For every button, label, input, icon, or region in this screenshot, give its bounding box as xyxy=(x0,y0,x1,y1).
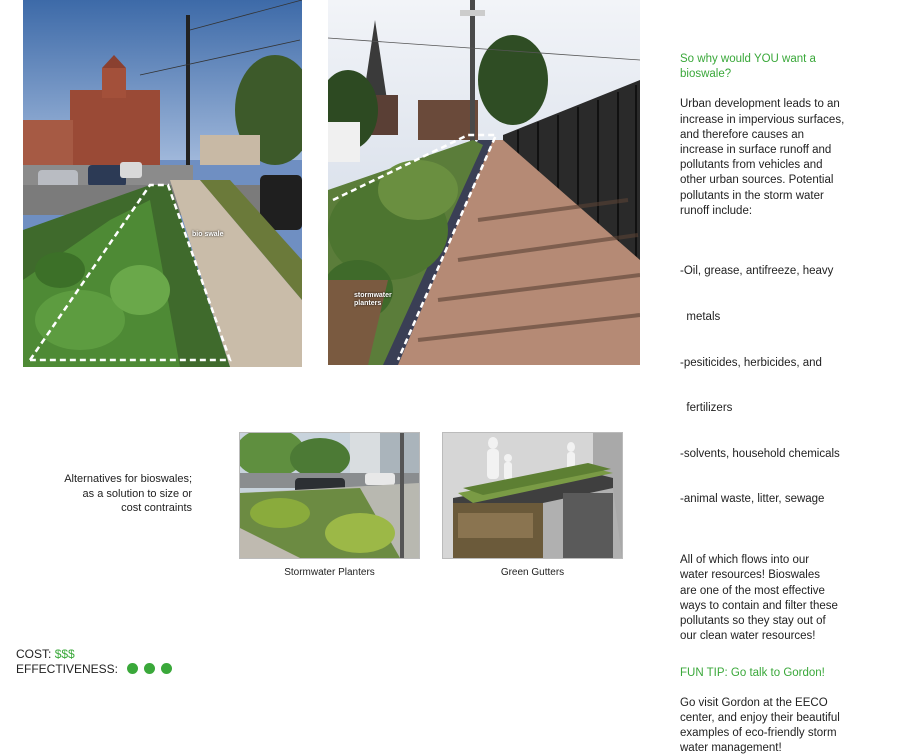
intro-line: runoff include: xyxy=(680,204,753,217)
intro-line: increase in impervious surfaces, xyxy=(680,113,845,126)
pollutant-item: fertilizers xyxy=(680,402,733,415)
cost-label: COST: xyxy=(16,647,52,661)
sidebar-text xyxy=(680,52,880,756)
fun-tip-text xyxy=(680,696,880,756)
intro-line: pollutants from vehicles and xyxy=(680,159,823,172)
gutters-thumbnail xyxy=(442,432,623,559)
fun-tip-heading: FUN TIP: Go talk to Gordon! xyxy=(680,667,825,680)
conclusion-line: ways to contain and filter these xyxy=(680,599,838,612)
planters-thumbnail xyxy=(239,432,420,559)
planter-overlay-line2: planters xyxy=(354,300,382,307)
planters-caption: Stormwater Planters xyxy=(284,567,375,578)
sidebar-heading xyxy=(680,52,880,82)
effectiveness-dot xyxy=(127,663,138,674)
pollutant-item: -pesiticides, herbicides, and xyxy=(680,356,822,369)
alternatives-line2: as a solution to size or xyxy=(82,487,192,500)
alternatives-line3: cost contraints xyxy=(121,502,192,514)
sidebar-intro xyxy=(680,97,880,219)
fun-tip-line: examples of eco-friendly storm xyxy=(680,726,837,739)
intro-line: and therefore causes an xyxy=(680,128,805,141)
stormwater-planter-photo xyxy=(328,0,640,365)
intro-line: pollutants in the storm water xyxy=(680,189,824,202)
pollutant-item: -animal waste, litter, sewage xyxy=(680,493,825,506)
alternatives-line1: Alternatives for bioswales; xyxy=(64,473,192,485)
fun-tip-line: Go visit Gordon at the EECO xyxy=(680,696,828,709)
effectiveness-dot xyxy=(144,663,155,674)
effectiveness-dot xyxy=(161,663,172,674)
fun-tip-line: water management! xyxy=(680,742,782,755)
conclusion-line: All of which flows into our xyxy=(680,554,810,567)
pollutant-item: -solvents, household chemicals xyxy=(680,447,840,460)
bioswale-overlay-label: bio swale xyxy=(192,231,224,238)
effectiveness-label: EFFECTIVENESS: xyxy=(16,662,119,676)
cost-value: $$$ xyxy=(54,647,75,661)
alternatives-text xyxy=(20,472,192,516)
effectiveness-rating xyxy=(16,662,172,677)
gutters-caption: Green Gutters xyxy=(500,567,565,578)
planter-overlay-line1: stormwater xyxy=(354,292,392,299)
fun-tip-line: center, and enjoy their beautiful xyxy=(680,711,840,724)
sidebar-conclusion xyxy=(680,553,880,644)
conclusion-line: our clean water resources! xyxy=(680,630,816,643)
bioswale-photo xyxy=(0,0,302,367)
intro-line: other urban sources. Potential xyxy=(680,174,834,187)
pollutant-item: -Oil, grease, antifreeze, heavy xyxy=(680,265,834,278)
conclusion-line: water resources! Bioswales xyxy=(680,569,820,582)
cost-rating xyxy=(16,647,75,662)
pollutant-list xyxy=(680,234,880,538)
intro-line: Urban development leads to an xyxy=(680,98,840,111)
conclusion-line: are one of the most effective xyxy=(680,584,825,597)
pollutant-item: metals xyxy=(680,311,721,324)
planter-overlay-label xyxy=(354,292,392,308)
effectiveness-dots xyxy=(121,662,172,676)
conclusion-line: pollutants so they stay out of xyxy=(680,614,826,627)
sidebar-heading-line1: So why would YOU want a xyxy=(680,53,816,65)
intro-line: increase in surface runoff and xyxy=(680,144,832,157)
sidebar-heading-line2: bioswale? xyxy=(680,68,732,81)
